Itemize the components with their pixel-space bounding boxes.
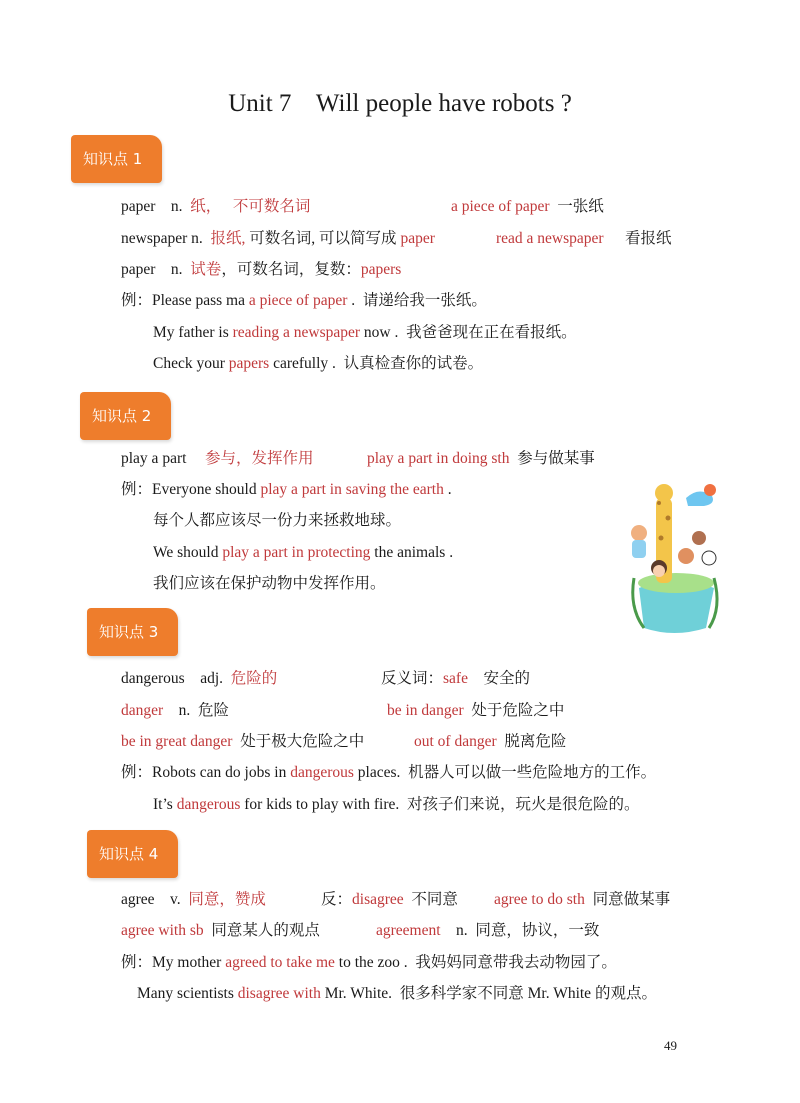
- text-segment: 例：Robots can do jobs in: [121, 764, 291, 781]
- highlighted-phrase: 试卷: [190, 261, 222, 278]
- section-badge-3: 知识点 3: [87, 608, 178, 656]
- highlighted-phrase: agreement: [376, 922, 441, 939]
- highlighted-phrase: disagree with: [237, 985, 321, 1002]
- text-segment: 我们应该在保护动物中发挥作用。: [153, 575, 386, 592]
- text-line: [121, 260, 401, 280]
- text-segment: the animals .: [370, 544, 454, 561]
- text-line: [414, 732, 566, 752]
- highlighted-phrase: 报纸,: [210, 230, 246, 247]
- text-segment: play a part: [121, 450, 187, 467]
- highlighted-phrase: reading a newspaper: [232, 324, 361, 341]
- text-segment: newspaper n.: [121, 230, 211, 247]
- highlighted-phrase: 纸， 不可数名词: [190, 198, 311, 215]
- text-segment: places. 机器人可以做一些危险地方的工作。: [353, 764, 657, 781]
- text-line: [121, 921, 320, 941]
- text-segment: ，可数名词，复数：: [221, 261, 361, 278]
- highlighted-phrase: dangerous: [176, 796, 241, 813]
- highlighted-phrase: out of danger: [414, 733, 497, 750]
- text-segment: 同意做某事: [584, 891, 671, 908]
- text-line: [376, 921, 599, 941]
- text-segment: 不同意: [403, 891, 458, 908]
- text-segment: 每个人都应该尽一份力来拯救地球。: [153, 512, 402, 529]
- highlighted-phrase: paper: [400, 230, 435, 247]
- text-line: [496, 229, 604, 249]
- text-segment: to the zoo . 我妈妈同意带我去动物园了。: [334, 954, 617, 971]
- highlighted-phrase: play a part in saving the earth: [260, 481, 444, 498]
- highlighted-phrase: a piece of paper: [451, 198, 550, 215]
- text-line: [153, 354, 483, 374]
- text-line: [321, 890, 458, 910]
- kids-illustration: [624, 478, 724, 638]
- text-segment: Many scientists: [137, 985, 238, 1002]
- highlighted-phrase: papers: [228, 355, 270, 372]
- text-line: [153, 795, 640, 815]
- text-segment: agree v.: [121, 891, 189, 908]
- highlighted-phrase: danger: [121, 702, 164, 719]
- text-line: [153, 323, 577, 343]
- text-segment: 脱离危险: [496, 733, 567, 750]
- section-badge-4: 知识点 4: [87, 830, 178, 878]
- text-line: [121, 701, 229, 721]
- highlighted-phrase: play a part in doing sth: [367, 450, 510, 467]
- highlighted-phrase: agreed to take me: [225, 954, 335, 971]
- text-segment: 反：: [321, 891, 353, 908]
- text-segment: Check your: [153, 355, 229, 372]
- highlighted-phrase: disagree: [352, 891, 404, 908]
- text-segment: 看报纸: [625, 230, 672, 247]
- highlighted-phrase: 参与，发挥作用: [205, 450, 314, 467]
- text-line: [121, 732, 364, 752]
- text-line: [381, 669, 530, 689]
- text-segment: 反义词：: [381, 670, 444, 687]
- highlighted-phrase: 同意，赞成: [188, 891, 266, 908]
- text-line: [153, 574, 386, 594]
- text-line: [121, 229, 435, 249]
- text-line: [121, 890, 266, 910]
- text-line: [121, 291, 487, 311]
- highlighted-phrase: safe: [443, 670, 468, 687]
- highlighted-phrase: papers: [360, 261, 402, 278]
- text-line: [494, 890, 670, 910]
- page-number: 49: [664, 1038, 677, 1053]
- text-segment: 处于极大危险之中: [232, 733, 365, 750]
- text-segment: It’s: [153, 796, 177, 813]
- text-segment: . 请递给我一张纸。: [347, 292, 487, 309]
- text-segment: n. 危险: [163, 702, 230, 719]
- text-line: [387, 701, 564, 721]
- text-segment: 例：Please pass ma: [121, 292, 249, 309]
- text-segment: carefully . 认真检查你的试卷。: [269, 355, 484, 372]
- text-line: [625, 229, 672, 249]
- text-line: [121, 669, 277, 689]
- text-segment: for kids to play with fire. 对孩子们来说，玩火是很危险的。: [240, 796, 640, 813]
- highlighted-phrase: play a part in protecting: [222, 544, 371, 561]
- text-line: [153, 543, 453, 563]
- page-title: Unit 7 Will people have robots ?: [228, 90, 572, 117]
- highlighted-phrase: agree to do sth: [494, 891, 585, 908]
- text-line: [153, 511, 401, 531]
- text-line: [121, 449, 186, 469]
- highlighted-phrase: a piece of paper: [248, 292, 348, 309]
- text-segment: My father is: [153, 324, 233, 341]
- section-badge-1: 知识点 1: [71, 135, 162, 183]
- text-segment: 处于危险之中: [463, 702, 565, 719]
- text-line: [121, 480, 452, 500]
- text-segment: n. 同意，协议，一致: [440, 922, 600, 939]
- text-line: [121, 197, 310, 217]
- text-line: [205, 449, 314, 469]
- text-segment: dangerous adj.: [121, 670, 231, 687]
- text-line: [451, 197, 604, 217]
- text-segment: paper n.: [121, 198, 191, 215]
- text-line: [121, 953, 617, 973]
- text-line: [367, 449, 595, 469]
- text-segment: 安全的: [467, 670, 530, 687]
- text-segment: Mr. White. 很多科学家不同意 Mr. White 的观点。: [320, 985, 657, 1002]
- text-segment: We should: [153, 544, 223, 561]
- text-segment: paper n.: [121, 261, 191, 278]
- highlighted-phrase: agree with sb: [121, 922, 204, 939]
- highlighted-phrase: dangerous: [290, 764, 354, 781]
- text-segment: .: [443, 481, 452, 498]
- text-line: [121, 763, 656, 783]
- highlighted-phrase: 危险的: [230, 670, 278, 687]
- text-segment: 参与做某事: [509, 450, 595, 467]
- text-segment: 例：My mother: [121, 954, 226, 971]
- section-badge-2: 知识点 2: [80, 392, 171, 440]
- text-line: [137, 984, 657, 1004]
- highlighted-phrase: be in danger: [387, 702, 464, 719]
- text-segment: 可数名词, 可以简写成: [245, 230, 401, 247]
- highlighted-phrase: be in great danger: [121, 733, 233, 750]
- text-segment: 一张纸: [549, 198, 604, 215]
- highlighted-phrase: read a newspaper: [496, 230, 604, 247]
- text-segment: 例：Everyone should: [121, 481, 261, 498]
- text-segment: now . 我爸爸现在正在看报纸。: [360, 324, 577, 341]
- text-segment: 同意某人的观点: [203, 922, 320, 939]
